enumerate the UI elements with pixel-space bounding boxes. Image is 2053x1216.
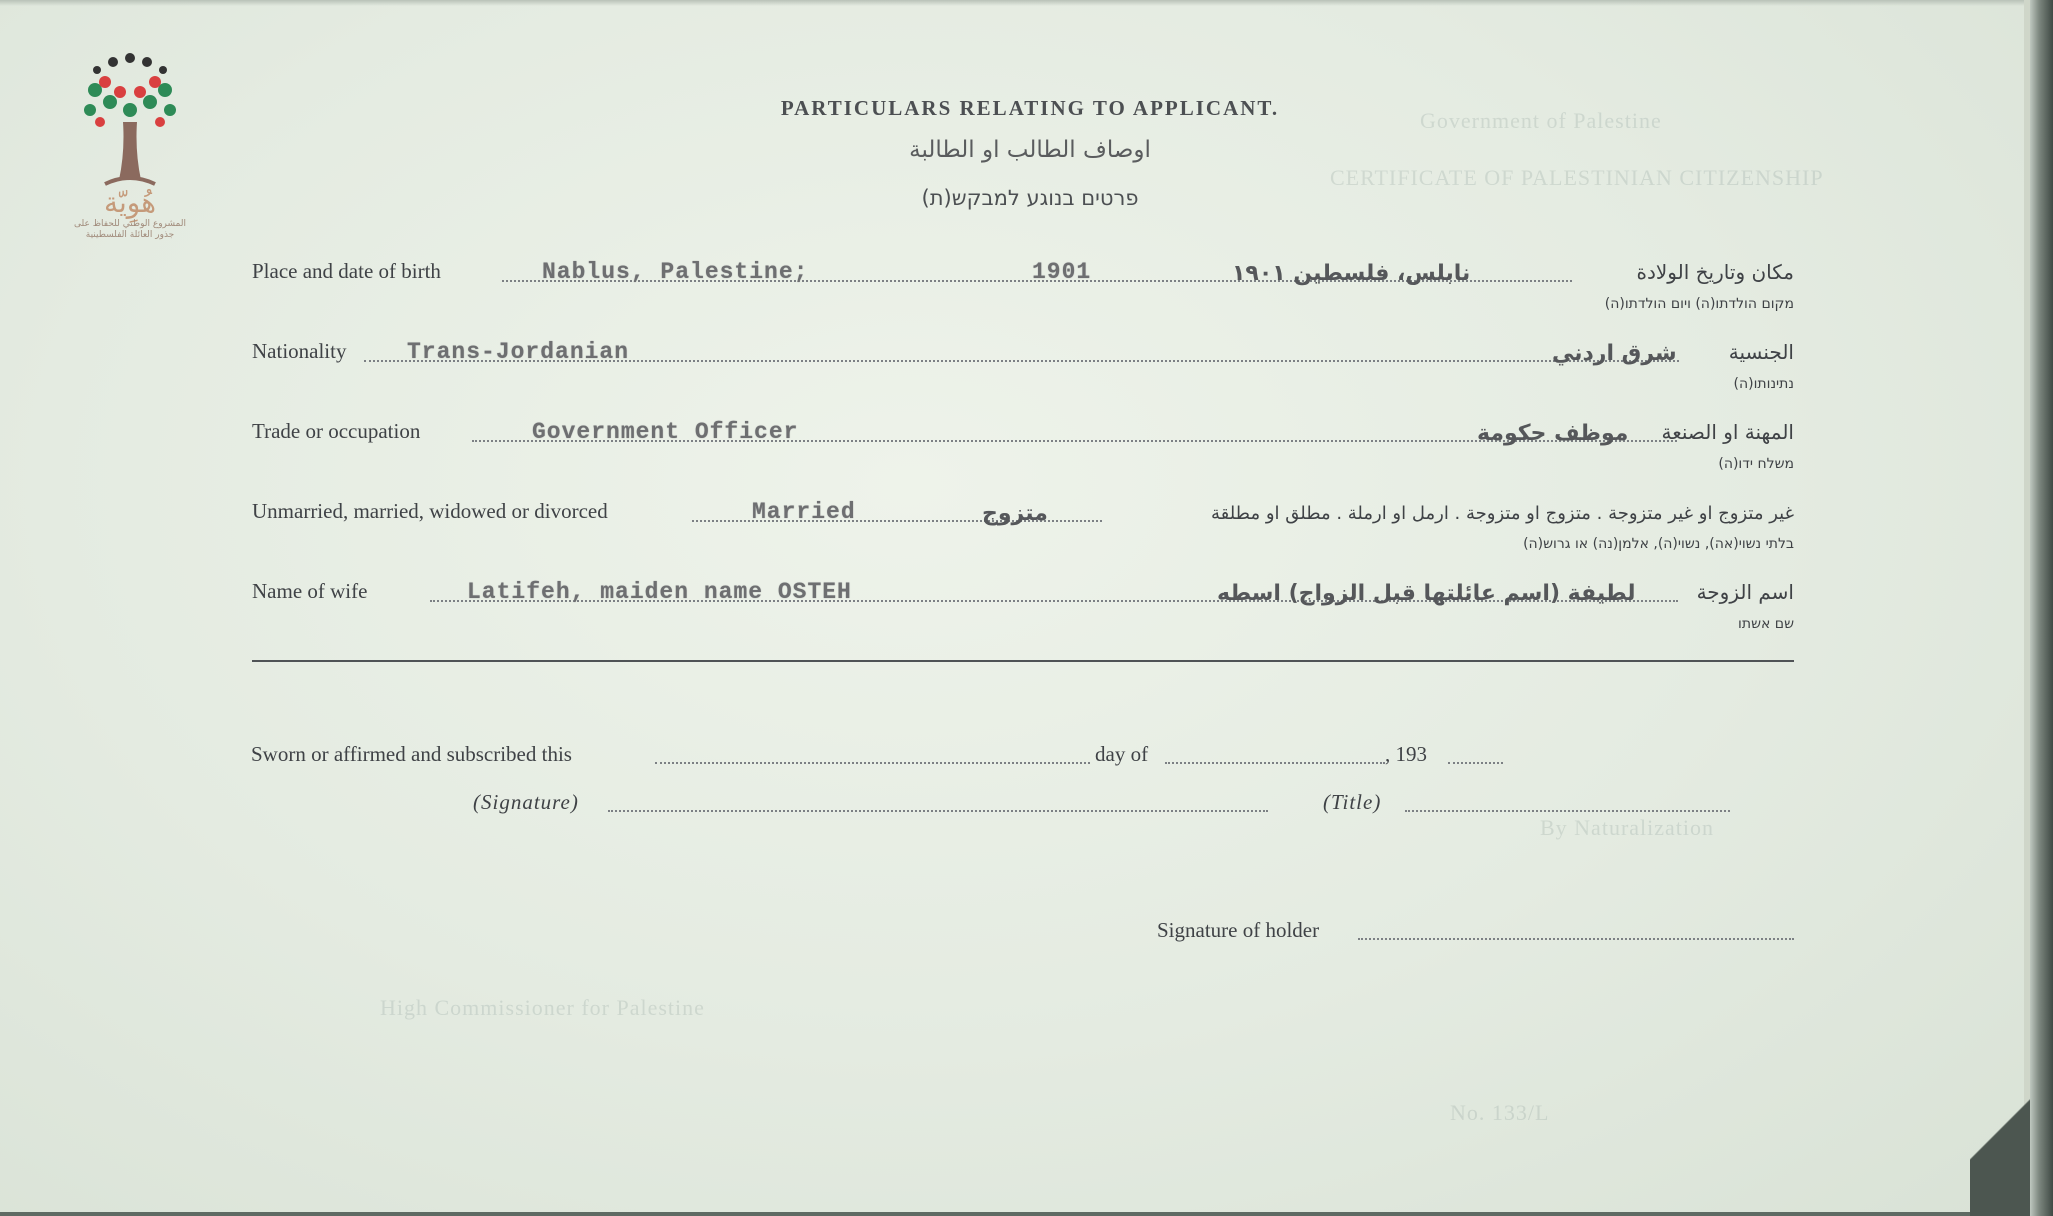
occupation-label-ar: المهنة او الصنعة	[1661, 420, 1794, 444]
heading-english: PARTICULARS RELATING TO APPLICANT.	[780, 96, 1280, 120]
marital-label-en: Unmarried, married, widowed or divorced	[252, 499, 608, 523]
logo-arabic-name: هُوِيّة	[103, 186, 157, 219]
scan-edge	[2030, 0, 2053, 1216]
bleed-through-text: High Commissioner for Palestine	[380, 995, 705, 1020]
dotted-line	[655, 762, 1090, 764]
hawiya-logo	[70, 52, 190, 241]
birth-label-en: Place and date of birth	[252, 259, 441, 283]
nationality-label-he: נתינותו(ה)	[1733, 376, 1794, 392]
birth-label-ar: مكان وتاريخ الولادة	[1636, 260, 1794, 284]
logo-subtitle: المشروع الوطني للحفاظ على	[73, 219, 186, 229]
occupation-value: Government Officer	[532, 419, 799, 445]
dotted-line	[1165, 762, 1385, 764]
dotted-line	[608, 810, 1268, 812]
bleed-through-text: Government of Palestine	[1420, 108, 1662, 133]
bleed-through-text: By Naturalization	[1540, 815, 1715, 840]
nationality-value: Trans-Jordanian	[407, 339, 630, 365]
logo-subtitle: جذور العائلة الفلسطينية	[85, 230, 175, 240]
signature-label: (Signature)	[473, 790, 579, 814]
sworn-day-of: day of	[1095, 742, 1149, 766]
dotted-line	[1405, 810, 1730, 812]
marital-label-he: בלתי נשוי(אה), נשוי(ה), אלמן(נה) או גרוש(ה)	[1523, 536, 1794, 552]
bleed-through-text: CERTIFICATE OF PALESTINIAN CITIZENSHIP	[1330, 165, 1824, 190]
nationality-label-ar: الجنسية	[1728, 340, 1794, 364]
dotted-line	[1448, 762, 1503, 764]
dotted-line	[1358, 938, 1794, 940]
holder-signature-label: Signature of holder	[1157, 918, 1320, 942]
birth-value-ar: نابلس، فلسطين ١٩٠١	[1232, 261, 1471, 286]
section-divider	[252, 660, 1794, 662]
field-row-wife	[252, 574, 1794, 632]
sworn-text: Sworn or affirmed and subscribed this	[251, 742, 572, 766]
occupation-label-he: משלח ידו(ה)	[1718, 456, 1794, 472]
wife-label-en: Name of wife	[252, 579, 368, 603]
marital-value-ar: متزوج	[982, 501, 1048, 526]
wife-label-ar: اسم الزوجة	[1696, 580, 1794, 604]
nationality-value-ar: شرق اردني	[1552, 341, 1677, 366]
wife-value: Latifeh, maiden name OSTEH	[467, 579, 852, 605]
field-row-occupation	[252, 414, 1794, 472]
family-tree-icon	[75, 52, 185, 192]
field-row-nationality	[252, 334, 1794, 392]
occupation-label-en: Trade or occupation	[252, 419, 421, 443]
marital-value: Married	[752, 499, 856, 525]
sworn-year: , 193	[1385, 742, 1427, 766]
occupation-value-ar: موظف حكومة	[1477, 421, 1629, 446]
wife-value-ar: لطيفة (اسم عائلتها قبل الزواج) اسطه	[1217, 581, 1636, 606]
birth-label-he: מקום הולדתו(ה) ויום הולדתו(ה)	[1604, 296, 1794, 312]
title-label: (Title)	[1323, 790, 1382, 814]
nationality-label-en: Nationality	[252, 339, 347, 363]
marital-label-ar: غير متزوج او غير متزوجة . متزوج او متزوجة . ارمل او ارملة . مطلق او مطلقة	[1210, 503, 1794, 524]
field-row-marital	[252, 494, 1794, 552]
heading-hebrew: פרטים בנוגע למבקש(ת)	[921, 186, 1139, 210]
paper-curl	[1970, 1080, 2030, 1216]
bleed-through-text: No. 133/L	[1450, 1100, 1550, 1125]
birth-place-value: Nablus, Palestine;	[542, 259, 809, 285]
field-row-birth	[252, 254, 1794, 312]
wife-label-he: שם אשתו	[1738, 616, 1794, 632]
birth-year-value: 1901	[1032, 259, 1092, 285]
heading-arabic: اوصاف الطالب او الطالبة	[909, 137, 1151, 163]
